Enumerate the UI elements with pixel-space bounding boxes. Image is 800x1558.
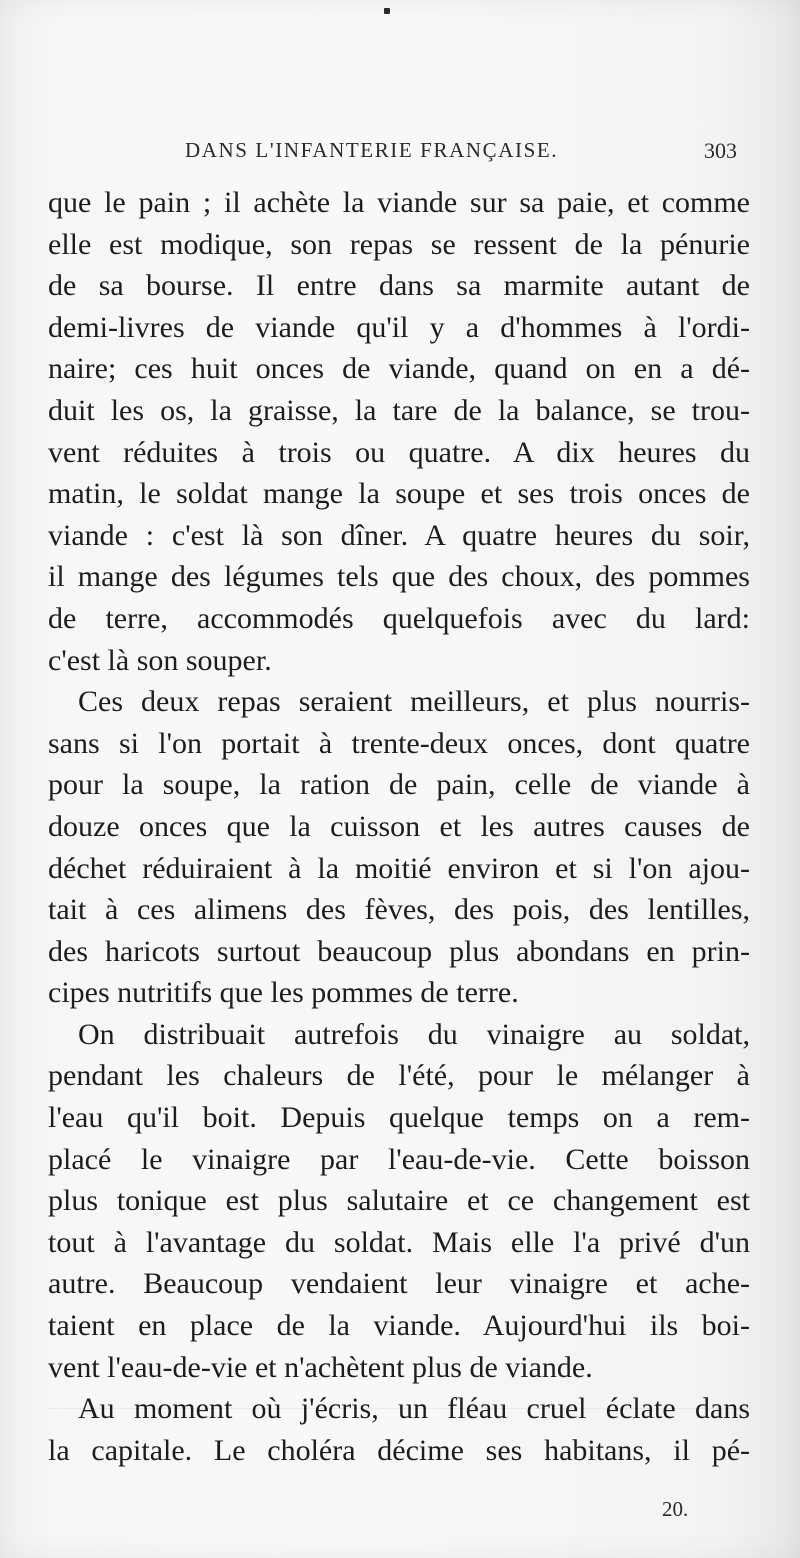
text-line: vent réduites à trois ou quatre. A dix heures du	[48, 435, 750, 469]
text-line: c'est là son souper.	[48, 643, 272, 677]
text-line: elle est modique, son repas se ressent de la pénurie	[48, 227, 750, 261]
text-line: de sa bourse. Il entre dans sa marmite autant de	[48, 269, 750, 303]
text-line: tait à ces alimens des fèves, des pois, des lentilles,	[48, 893, 750, 927]
text-line: plus tonique est plus salutaire et ce changement est	[48, 1184, 750, 1218]
print-mark	[384, 8, 390, 14]
page-number: 303	[704, 138, 737, 163]
text-line: que le pain ; il achète la viande sur sa paie, et comme	[48, 186, 750, 219]
paragraph	[48, 681, 750, 1014]
text-line: de terre, accommodés quelquefois avec du lard:	[48, 601, 750, 635]
text-line: naire; ces huit onces de viande, quand on en a dé-	[48, 352, 750, 386]
text-line: duit les os, la graisse, la tare de la balance, se trou-	[48, 393, 750, 427]
text-line: viande : c'est là son dîner. A quatre heures du soir,	[48, 518, 750, 552]
text-line: matin, le soldat mange la soupe et ses trois onces de	[48, 477, 750, 511]
text-line: cipes nutritifs que les pommes de terre.	[48, 976, 519, 1010]
text-line: pendant les chaleurs de l'été, pour le mélanger à	[48, 1059, 750, 1093]
text-line: des haricots surtout beaucoup plus abondans en prin-	[48, 934, 750, 968]
text-line: tout à l'avantage du soldat. Mais elle l'a privé d'un	[48, 1225, 750, 1259]
text-line: Au moment où j'écris, un fléau cruel éclate dans	[78, 1392, 750, 1426]
paragraph	[48, 1014, 750, 1388]
text-line: déchet réduiraient à la moitié environ et si l'on ajou-	[48, 851, 750, 885]
text-line: On distribuait autrefois du vinaigre au soldat,	[78, 1017, 750, 1051]
text-line: demi-livres de viande qu'il y a d'hommes à l'ordi-	[48, 310, 750, 344]
text-line: pour la soupe, la ration de pain, celle de viande à	[48, 768, 750, 802]
text-line: l'eau qu'il boit. Depuis quelque temps on a rem-	[48, 1101, 750, 1135]
text-line: Ces deux repas seraient meilleurs, et plus nourris-	[78, 685, 750, 719]
text-line: la capitale. Le choléra décime ses habitans, il pé-	[48, 1433, 750, 1467]
running-title: DANS L'INFANTERIE FRANÇAISE.	[185, 138, 559, 162]
text-line: sans si l'on portait à trente-deux onces, dont quatre	[48, 726, 750, 760]
text-line: il mange des légumes tels que des choux, des pommes	[48, 560, 750, 594]
text-line: douze onces que la cuisson et les autres causes de	[48, 809, 750, 843]
text-line: autre. Beaucoup vendaient leur vinaigre et ache-	[48, 1267, 750, 1301]
paragraph	[48, 1388, 750, 1471]
text-body	[48, 182, 750, 1471]
paper-crease	[48, 1408, 748, 1409]
text-line: vent l'eau-de-vie et n'achètent plus de viande.	[48, 1350, 593, 1384]
paragraph	[48, 182, 750, 681]
text-line: placé le vinaigre par l'eau-de-vie. Cette boisson	[48, 1142, 750, 1176]
text-line: taient en place de la viande. Aujourd'hui ils boi-	[48, 1309, 750, 1343]
signature-mark: 20.	[662, 1497, 689, 1521]
